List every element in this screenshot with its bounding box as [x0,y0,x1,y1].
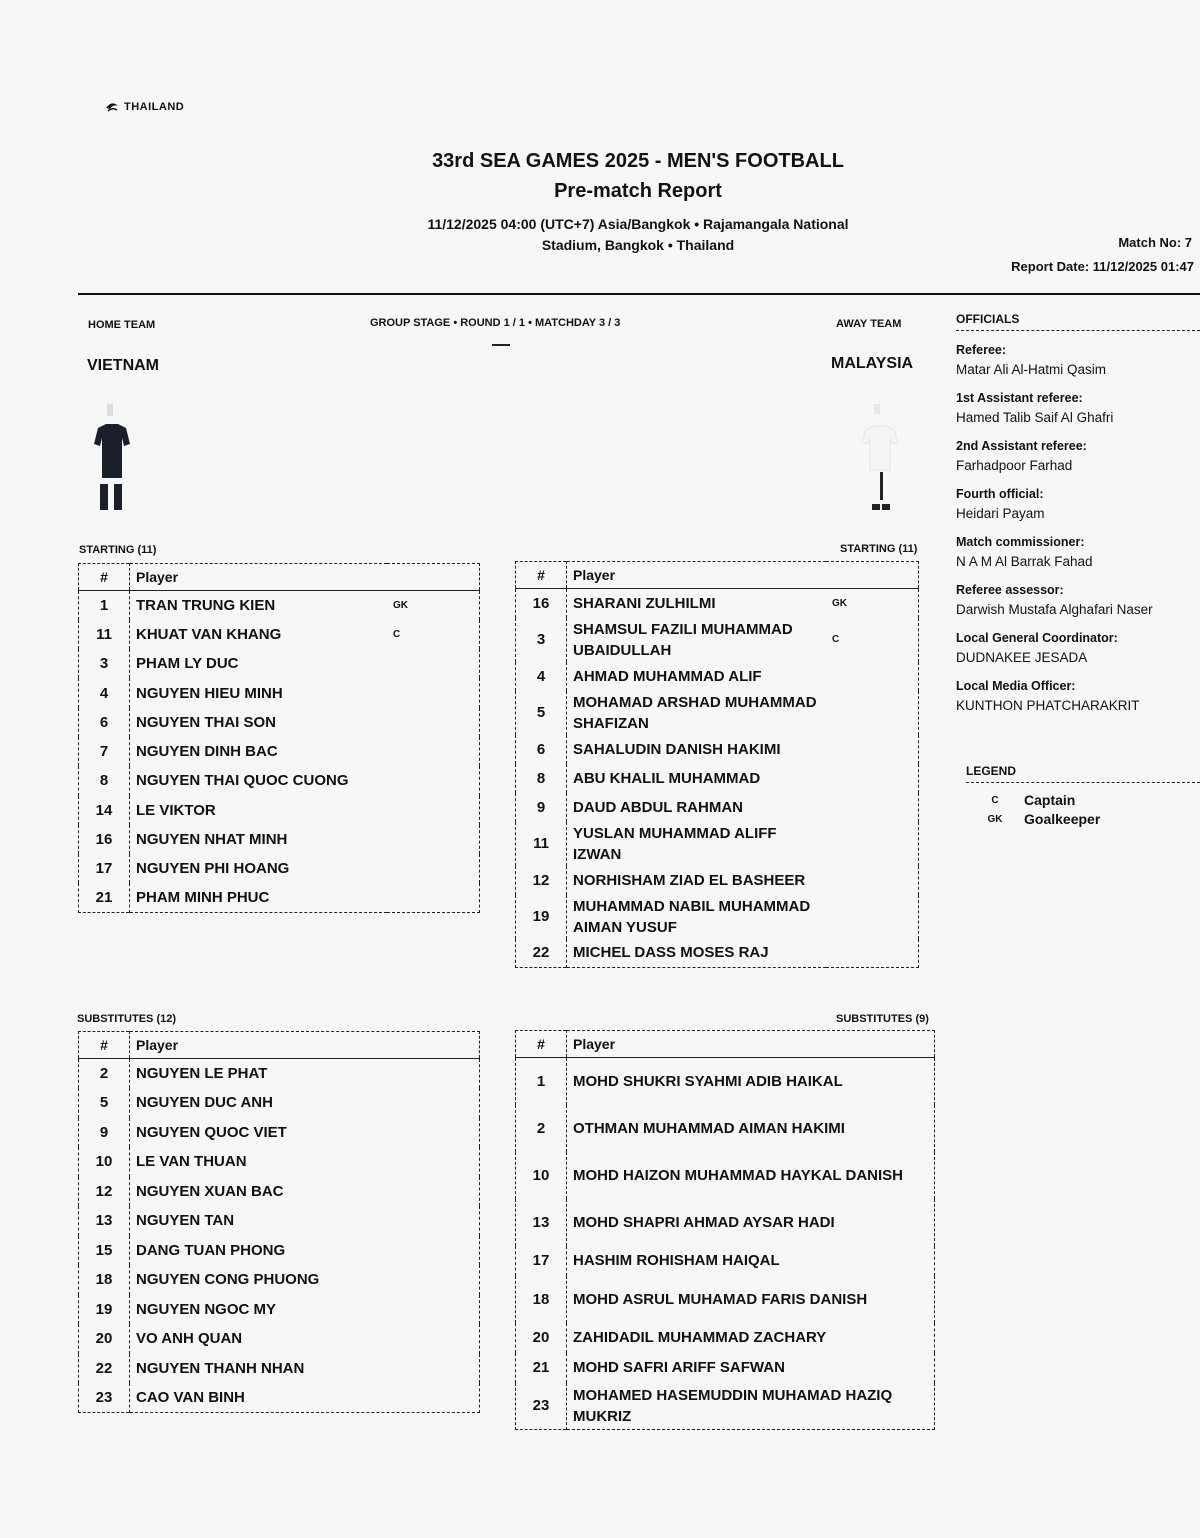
player-name: NGUYEN DINH BAC [136,743,278,761]
player-number: 20 [516,1323,567,1353]
player-number: 17 [79,854,130,883]
venue-line-1: 11/12/2025 04:00 (UTC+7) Asia/Bangkok • Rajamangala National [427,216,849,232]
player-number: 18 [79,1265,130,1295]
table-row [79,825,480,854]
logo-text: THAILAND [124,101,185,113]
player-number: 12 [79,1177,130,1207]
player-role-tag [387,796,480,825]
thailand-logo [104,100,184,114]
player-role-tag: C [393,628,401,640]
column-header-number: # [516,562,567,589]
official-name: KUNTHON PHATCHARAKRIT [956,698,1140,713]
table-row [79,1236,480,1266]
player-role-tag [387,766,480,795]
table-row [79,883,480,912]
player-role-tag: C [832,634,840,645]
table-row [79,1147,480,1177]
player-number: 11 [516,822,567,866]
official-name: Farhadpoor Farhad [956,458,1073,473]
official-item [956,677,1200,716]
player-number: 3 [516,618,567,662]
player-number: 2 [516,1105,567,1152]
player-name: CAO VAN BINH [136,1389,245,1406]
player-name: TRAN TRUNG KIEN [136,596,276,614]
official-name: Darwish Mustafa Alghafari Naser [956,602,1153,617]
player-role-tag [826,939,919,968]
legend-label: Captain [1024,792,1076,808]
player-name: ZAHIDADIL MUHAMMAD ZACHARY [573,1329,827,1346]
venue-line-2: Stadium, Bangkok • Thailand [541,237,735,253]
report-subtitle: Pre-match Report [554,180,722,202]
player-role-tag [387,649,480,678]
table-header-row [79,564,480,591]
player-name: NGUYEN THAI SON [136,713,277,731]
away-team-label: AWAY TEAM [836,318,902,330]
legend-item [966,791,1200,810]
player-name: MOHD HAIZON MUHAMMAD HAYKAL DANISH [573,1166,903,1184]
home-starting-table [78,563,480,913]
player-name: YUSLAN MUHAMMAD ALIFF IZWAN [573,824,777,863]
player-number: 6 [516,735,567,764]
player-number: 10 [516,1152,567,1199]
table-row [79,1295,480,1325]
column-header-player: Player [567,1031,935,1058]
player-name: MICHEL DASS MOSES RAJ [573,944,769,962]
table-row [516,939,919,968]
match-venue [400,214,876,256]
away-subs-table [515,1030,935,1430]
player-number: 5 [79,1088,130,1118]
official-name: N A M Al Barrak Fahad [956,554,1093,569]
table-row [516,895,919,939]
column-header-number: # [516,1031,567,1058]
player-number: 7 [79,737,130,766]
player-name: KHUAT VAN KHANG [136,625,282,643]
player-role-tag [826,764,919,793]
table-row [79,591,480,620]
table-row [79,678,480,707]
player-number: 16 [516,589,567,618]
official-name: Hamed Talib Saif Al Ghafri [956,410,1114,425]
player-number: 2 [79,1059,130,1089]
player-name: LE VAN THUAN [136,1153,247,1171]
match-number: Match No: 7 [1118,235,1192,250]
table-row [516,764,919,793]
player-number: 6 [79,708,130,737]
player-name: VO ANH QUAN [136,1330,243,1348]
player-name: HASHIM ROHISHAM HAIQAL [573,1252,780,1269]
player-number: 23 [79,1383,130,1413]
player-number: 8 [516,764,567,793]
official-name: DUDNAKEE JESADA [956,650,1088,665]
player-name: MOHD SAFRI ARIFF SAFWAN [573,1359,785,1376]
table-row [79,1059,480,1089]
player-number: 11 [79,620,130,649]
player-name: NGUYEN TAN [136,1212,235,1230]
table-row [516,822,919,866]
legend-list [966,791,1200,829]
player-name: SAHALUDIN DANISH HAKIMI [573,740,781,758]
column-header-number: # [79,564,130,591]
player-role-tag [387,737,480,766]
away-starting-table [515,561,919,968]
away-subs-label: SUBSTITUTES (9) [836,1013,929,1025]
player-number: 18 [516,1276,567,1323]
player-name: NGUYEN DUC ANH [136,1094,273,1112]
home-starting-label: STARTING (11) [79,544,157,556]
player-name: NGUYEN CONG PHUONG [136,1271,320,1289]
legend-label: Goalkeeper [1024,811,1101,827]
player-name: MOHD SHUKRI SYAHMI ADIB HAIKAL [573,1072,843,1090]
official-item [956,437,1200,476]
header-divider [78,293,1200,295]
table-row [79,1354,480,1384]
table-row [516,589,919,618]
official-role: Local Media Officer: [956,679,1076,693]
official-role: Referee assessor: [956,583,1064,597]
home-team-name: VIETNAM [87,357,159,374]
player-role-tag [826,735,919,764]
player-name: PHAM LY DUC [136,655,239,673]
official-name: Matar Ali Al-Hatmi Qasim [956,362,1107,377]
home-team-label: HOME TEAM [88,319,156,331]
player-name: MOHD SHAPRI AHMAD AYSAR HADI [573,1213,835,1231]
legend-code: C [991,795,999,806]
table-row [516,1276,935,1323]
table-row [79,854,480,883]
column-header-player: Player [567,562,827,589]
player-number: 1 [79,591,130,620]
player-number: 9 [516,793,567,822]
player-name: MUHAMMAD NABIL MUHAMMAD AIMAN YUSUF [573,897,811,936]
official-item [956,581,1200,620]
table-row [516,793,919,822]
player-role-tag [826,691,919,735]
column-header-tag [826,562,919,589]
player-name: MOHAMED HASEMUDDIN MUHAMAD HAZIQ MUKRIZ [573,1386,893,1425]
player-name: NORHISHAM ZIAD EL BASHEER [573,871,806,889]
table-row [516,1152,935,1199]
player-number: 12 [516,866,567,895]
column-header-tag [387,564,480,591]
official-item [956,485,1200,524]
player-name: NGUYEN QUOC VIET [136,1123,287,1141]
official-item [956,629,1200,668]
player-number: 21 [79,883,130,912]
table-row [516,691,919,735]
legend-panel [966,764,1200,829]
player-number: 3 [79,649,130,678]
report-title: 33rd SEA GAMES 2025 - MEN'S FOOTBALL [432,150,844,172]
column-header-player: Player [130,1032,480,1059]
table-row [79,708,480,737]
player-role-tag [826,822,919,866]
player-role-tag [826,895,919,939]
player-number: 15 [79,1236,130,1266]
player-number: 16 [79,825,130,854]
table-row [79,1118,480,1148]
official-role: Referee: [956,343,1007,357]
player-name: NGUYEN HIEU MINH [136,684,283,702]
player-number: 22 [79,1354,130,1384]
officials-list [956,341,1200,716]
table-row [516,1199,935,1246]
player-role-tag: GK [832,597,847,609]
player-name: NGUYEN XUAN BAC [136,1182,284,1200]
legend-code: GK [987,814,1003,825]
player-number: 19 [79,1295,130,1325]
player-name: PHAM MINH PHUC [136,889,270,907]
player-role-tag: GK [393,599,408,611]
player-name: LE VIKTOR [136,801,216,819]
player-number: 13 [79,1206,130,1236]
player-number: 4 [79,678,130,707]
column-header-number: # [79,1032,130,1059]
official-role: 2nd Assistant referee: [956,439,1087,453]
table-row [79,796,480,825]
player-role-tag [826,793,919,822]
player-number: 14 [79,796,130,825]
player-role-tag [826,866,919,895]
table-row [79,1206,480,1236]
table-row [516,1058,935,1105]
home-subs-table [78,1031,480,1413]
away-starting-label: STARTING (11) [840,543,918,555]
legend-heading: LEGEND [966,764,1200,783]
table-row [516,866,919,895]
player-name: SHAMSUL FAZILI MUHAMMAD UBAIDULLAH [573,620,793,659]
table-row [79,1265,480,1295]
player-number: 23 [516,1383,567,1430]
report-date: Report Date: 11/12/2025 01:47 [1011,259,1194,274]
player-name: ABU KHALIL MUHAMMAD [573,769,761,787]
player-name: NGUYEN NHAT MINH [136,831,288,849]
logo-icon [104,100,120,114]
player-role-tag [387,825,480,854]
home-subs-label: SUBSTITUTES (12) [77,1013,177,1025]
official-role: 1st Assistant referee: [956,391,1083,405]
away-team-name: MALAYSIA [831,355,914,372]
player-name: NGUYEN PHI HOANG [136,860,290,878]
officials-panel [956,312,1200,725]
officials-heading: OFFICIALS [956,312,1200,331]
player-name: NGUYEN LE PHAT [136,1065,268,1082]
player-role-tag [387,854,480,883]
table-row [516,1383,935,1430]
score-separator [492,344,510,346]
home-kit-icon [92,400,132,515]
official-item [956,533,1200,572]
table-row [516,735,919,764]
table-row [79,737,480,766]
player-name: MOHAMAD ARSHAD MUHAMMAD SHAFIZAN [573,693,817,732]
table-header-row [516,1031,935,1058]
player-name: SHARANI ZULHILMI [573,594,716,612]
player-number: 1 [516,1058,567,1105]
official-role: Local General Coordinator: [956,631,1118,645]
table-row [79,1324,480,1354]
player-number: 21 [516,1353,567,1383]
official-role: Match commissioner: [956,535,1085,549]
stage-info: GROUP STAGE • ROUND 1 / 1 • MATCHDAY 3 / 3 [370,317,621,329]
player-name: DAUD ABDUL RAHMAN [573,798,743,816]
table-header-row [79,1032,480,1059]
player-role-tag [387,883,480,912]
table-row [516,662,919,691]
table-header-row [516,562,919,589]
table-row [79,649,480,678]
table-row [516,1323,935,1353]
player-name: OTHMAN MUHAMMAD AIMAN HAKIMI [573,1119,845,1137]
table-row [79,1177,480,1207]
table-row [79,620,480,649]
player-name: MOHD ASRUL MUHAMAD FARIS DANISH [573,1290,868,1308]
table-row [79,1088,480,1118]
table-row [516,1105,935,1152]
player-number: 19 [516,895,567,939]
player-number: 13 [516,1199,567,1246]
table-row [516,618,919,662]
player-name: NGUYEN THAI QUOC CUONG [136,772,349,790]
legend-item [966,810,1200,829]
player-role-tag [826,662,919,691]
table-row [516,1246,935,1276]
player-number: 10 [79,1147,130,1177]
column-header-player: Player [130,564,388,591]
player-number: 9 [79,1118,130,1148]
player-name: AHMAD MUHAMMAD ALIF [573,667,762,685]
player-number: 20 [79,1324,130,1354]
official-role: Fourth official: [956,487,1044,501]
table-row [79,1383,480,1413]
table-row [516,1353,935,1383]
away-kit-icon [862,400,902,515]
player-number: 8 [79,766,130,795]
table-row [79,766,480,795]
official-item [956,341,1200,380]
player-number: 4 [516,662,567,691]
player-name: NGUYEN THANH NHAN [136,1359,305,1377]
official-item [956,389,1200,428]
player-number: 22 [516,939,567,968]
player-role-tag [387,708,480,737]
official-name: Heidari Payam [956,506,1045,521]
player-name: NGUYEN NGOC MY [136,1300,277,1318]
player-number: 5 [516,691,567,735]
player-name: DANG TUAN PHONG [136,1241,286,1259]
player-role-tag [387,678,480,707]
player-number: 17 [516,1246,567,1276]
